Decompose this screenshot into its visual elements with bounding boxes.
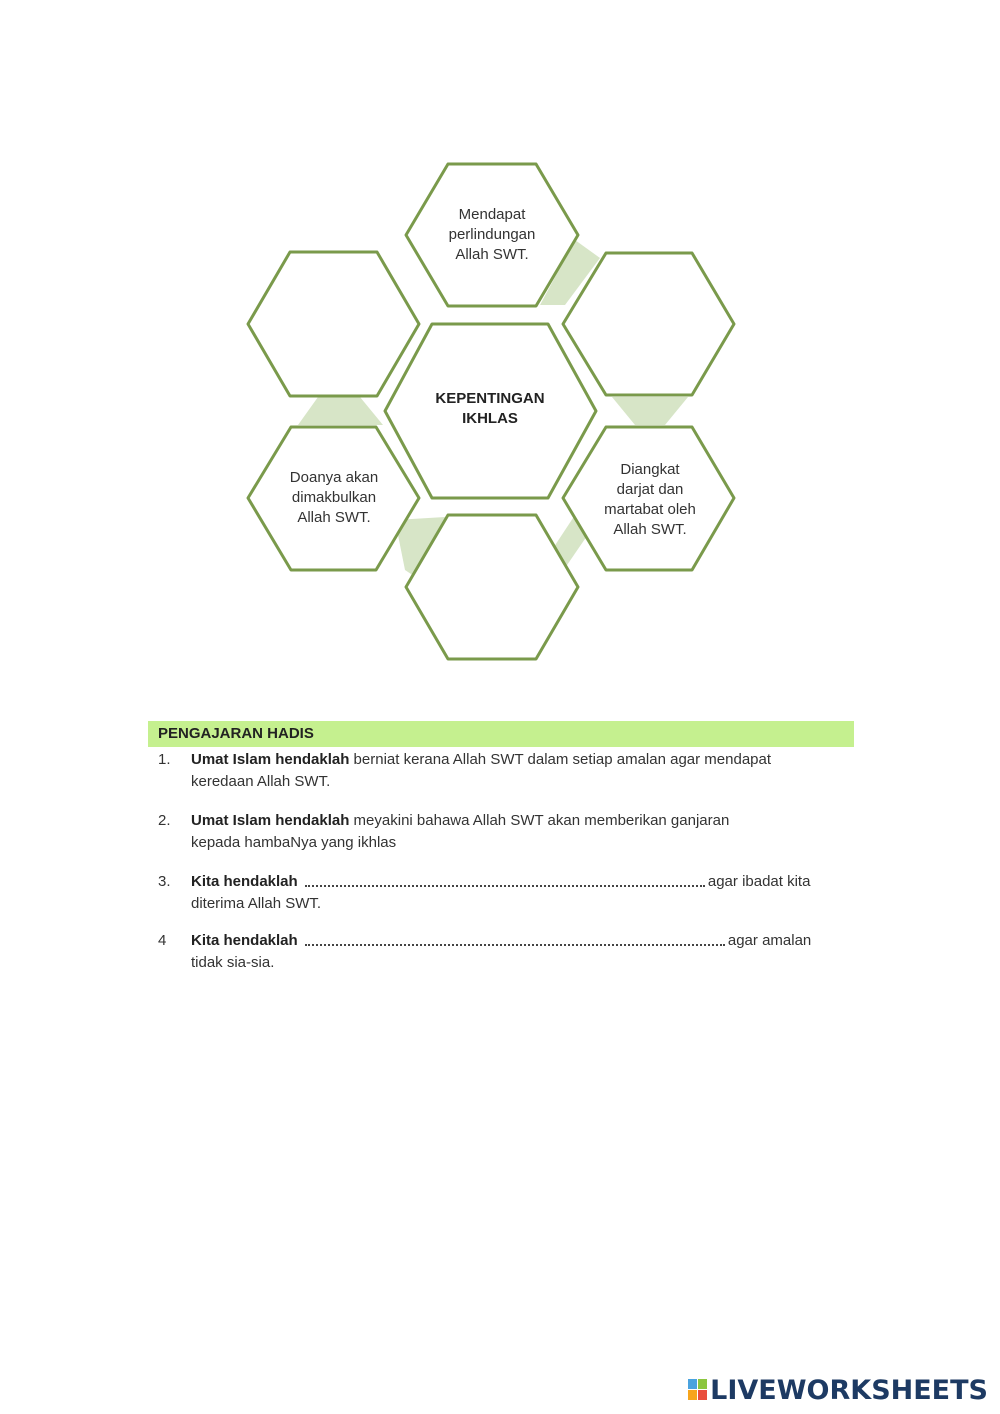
item-number: 4 bbox=[158, 932, 167, 949]
item-line2: diterima Allah SWT. bbox=[191, 895, 322, 912]
hex-top-text bbox=[420, 200, 564, 270]
hex-lower-left-text bbox=[262, 463, 406, 533]
hex-lower-right-line1: Diangkat bbox=[620, 461, 680, 478]
blank-line-4[interactable] bbox=[305, 930, 725, 946]
logo-icon bbox=[688, 1379, 708, 1401]
item-after: agar amalan bbox=[727, 932, 812, 949]
list-item-4 bbox=[158, 930, 858, 976]
hex-top-line1: Mendapat bbox=[458, 206, 526, 223]
item-line2: kepada hambaNya yang ikhlas bbox=[191, 834, 397, 851]
answer-hex-upper-left[interactable] bbox=[280, 300, 394, 350]
hex-top-line2: perlindungan bbox=[448, 226, 536, 243]
list-item-3 bbox=[158, 871, 858, 917]
list-item-2 bbox=[158, 810, 858, 856]
item-text: meyakini bahawa Allah SWT akan memberikan ganjaran bbox=[349, 812, 730, 829]
hex-lower-right-line4: Allah SWT. bbox=[613, 521, 687, 538]
list-item-1 bbox=[158, 749, 858, 795]
hex-top-line3: Allah SWT. bbox=[455, 246, 529, 263]
item-bold: Kita hendaklah bbox=[191, 873, 298, 890]
liveworksheets-logo[interactable] bbox=[688, 1374, 988, 1406]
item-bold: Umat Islam hendaklah bbox=[191, 751, 350, 768]
item-body bbox=[191, 810, 861, 854]
item-line2: keredaan Allah SWT. bbox=[191, 773, 331, 790]
section-header: PENGAJARAN HADIS bbox=[148, 721, 854, 747]
hex-lower-left-line1: Doanya akan bbox=[289, 469, 379, 486]
item-line2: tidak sia-sia. bbox=[191, 954, 275, 971]
hex-lower-left-line3: Allah SWT. bbox=[297, 509, 371, 526]
answer-hex-bottom[interactable] bbox=[436, 562, 552, 612]
center-label-line1: KEPENTINGAN bbox=[435, 390, 545, 407]
item-text: berniat kerana Allah SWT dalam setiap amalan agar mendapat bbox=[349, 751, 772, 768]
item-body bbox=[191, 930, 861, 974]
item-number: 1. bbox=[158, 751, 171, 768]
connector-left bbox=[298, 397, 383, 425]
hex-lower-right-text bbox=[578, 455, 722, 545]
connector-right bbox=[612, 397, 688, 425]
item-after: agar ibadat kita bbox=[707, 873, 811, 890]
item-bold: Kita hendaklah bbox=[191, 932, 298, 949]
blank-line-3[interactable] bbox=[305, 871, 705, 887]
center-label-line2: IKHLAS bbox=[462, 410, 518, 427]
item-number: 2. bbox=[158, 812, 171, 829]
item-bold: Umat Islam hendaklah bbox=[191, 812, 350, 829]
blank-input-4[interactable] bbox=[305, 933, 725, 947]
item-body bbox=[191, 871, 861, 915]
center-label bbox=[410, 384, 570, 434]
hex-lower-left-line2: dimakbulkan bbox=[291, 489, 377, 506]
answer-hex-upper-right[interactable] bbox=[594, 300, 708, 350]
item-body bbox=[191, 749, 861, 793]
hex-lower-right-line3: martabat oleh bbox=[604, 501, 696, 518]
blank-input-3[interactable] bbox=[305, 874, 705, 888]
item-number: 3. bbox=[158, 873, 171, 890]
logo-text: LIVEWORKSHEETS bbox=[710, 1374, 988, 1406]
hex-lower-right-line2: darjat dan bbox=[616, 481, 684, 498]
